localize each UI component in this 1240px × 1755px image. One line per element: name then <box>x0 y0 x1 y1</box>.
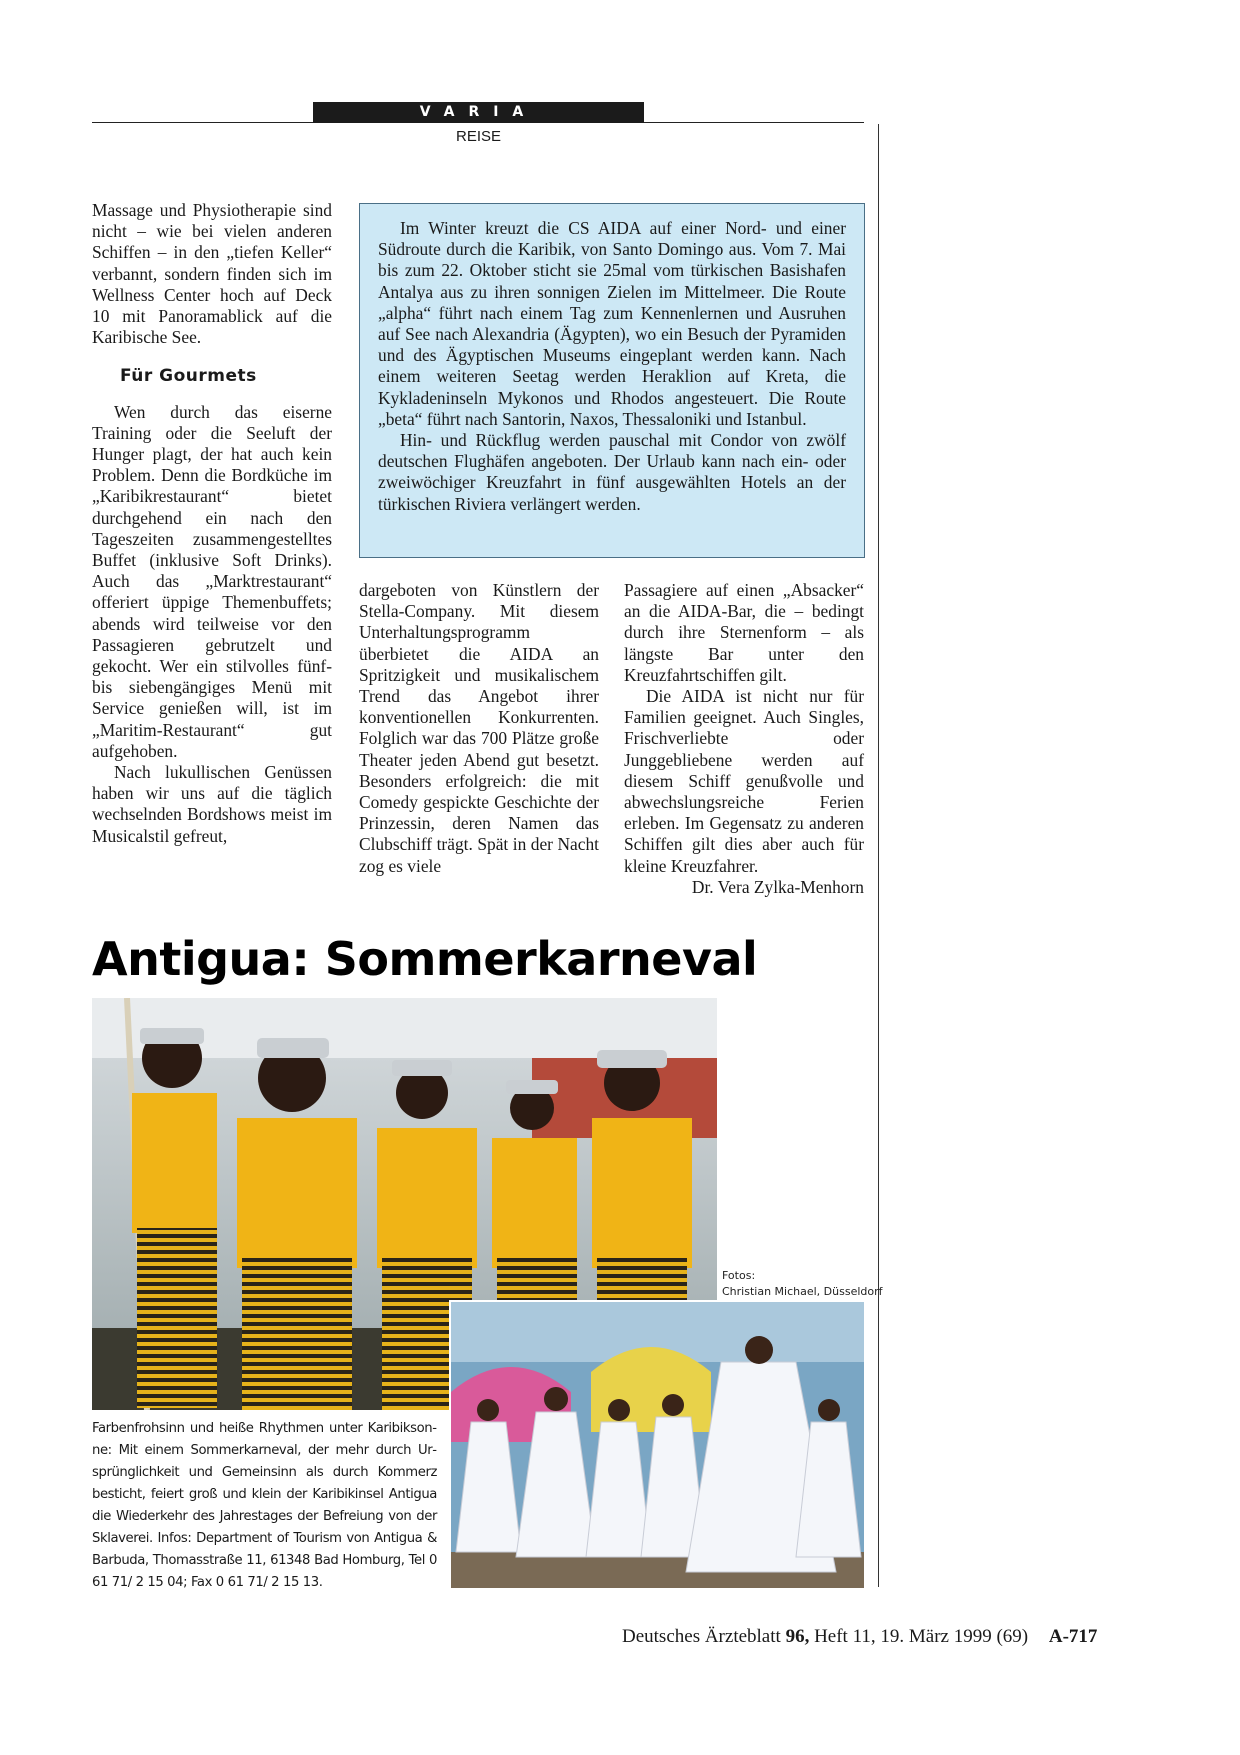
info-paragraph: Im Winter kreuzt die CS AIDA auf einer Nord- und einer Südroute durch die Karibik, von Santo Domingo aus. Vom 7. Mai bis zum 22. Oktober sticht sie 25mal vom türkischen Basishafen Antalya aus zu ihren sonnigen Zielen im Mittelmeer. Die Route „alpha“ führt nach einem Tag zum Kennenlernen und Ausruhen auf See nach Alexandria (Ägypten), wo ein Besuch der Pyramiden und des Ägyptischen Museums eingeplant werden kann. Nach einem weiteren Seetag werden Heraklion auf Kreta, die Kykladeninseln Mykonos und Rhodos angesteuert. Die Route „beta“ führt nach Santorin, Naxos, Thessaloniki und Istanbul. <box>378 218 846 429</box>
photo-caption: Farbenfrohsinn und heiße Rhythmen unter Karibiksonne: Mit einem Sommerkarneval, der mehr durch Ursprünglichkeit und Gemeinsinn als durch Kommerz besticht, feiert groß und klein der Karibikinsel Antigua die Wiederkehr des Jahrestages der Befreiung von der Sklaverei. Infos: Department of Tourism von Antigua & Barbuda, Thomasstraße 11, 61348 Bad Homburg, Tel 0 61 71/ 2 15 04; Fax 0 61 71/ 2 15 13. <box>92 1421 437 1590</box>
subsection-label: REISE <box>455 128 501 145</box>
paragraph: Die AIDA ist nicht nur für Familien geeignet. Auch Singles, Frischverliebte oder Junggebliebene werden auf diesem Schiff genußvolle und abwechslungsreiche Ferien erleben. Im Gegensatz zu anderen Schiffen gilt dies aber auch für kleine Kreuzfahrer. <box>624 686 864 876</box>
column-rule <box>878 124 879 1587</box>
photo-credit-line: Christian Michael, Düsseldorf <box>722 1285 883 1298</box>
paragraph: Massage und Physiotherapie sind nicht – wie bei vielen anderen Schiffen – in den „tiefen Keller“ verbannt, sondern finden sich im Wellness Center hoch auf Deck 10 mit Panoramablick auf die Karibische See. <box>92 200 332 348</box>
photo-credit-line: Fotos: <box>722 1269 756 1282</box>
paragraph: Wen durch das eiserne Training oder die Seeluft der Hunger plagt, der hat auch kein Problem. Denn die Bordküche im „Karibikrestaurant“ bietet durchgehend ein nach den Tageszeiten zusammengestelltes Buffet (inklusive Soft Drinks). Auch das „Marktrestaurant“ offeriert üppige Themenbuffets; abends wird teilweise vor den Passagieren gebrutzelt und gekocht. Wer ein stilvolles fünf- bis siebengängiges Menü mit Service genießen will, ist im „Maritim-Restaurant“ gut aufgehoben. <box>92 401 332 761</box>
photo-credit <box>722 1268 883 1300</box>
section-label: VARIA <box>313 102 644 123</box>
headline: Antigua: Sommerkarneval <box>92 932 758 986</box>
journal-issue: Heft 11, 19. März 1999 (69) <box>814 1626 1029 1647</box>
paragraph: dargeboten von Künstlern der Stella-Company. Mit diesem Unterhaltungsprogramm überbietet die AIDA an Spritzigkeit und musikalischem Trend das Angebot ihrer konventionellen Konkurrenten. Folglich war das 700 Plätze große Theater jeden Abend gut besetzt. Besonders erfolgreich: die mit Comedy gespickte Geschichte der Prinzessin, deren Namen das Clubschiff trägt. Spät in der Nacht zog es viele <box>359 580 599 876</box>
info-paragraph: Hin- und Rückflug werden pauschal mit Condor von zwölf deutschen Flughäfen angeboten. Der Urlaub kann nach ein- oder zweiwöchiger Kreuzfahrt in fünf ausgewählten Hotels an der türkischen Riviera verlängert werden. <box>378 430 846 514</box>
subheading: Für Gourmets <box>120 366 257 387</box>
paragraph: Passagiere auf einen „Absacker“ an die AIDA-Bar, die – bedingt durch ihre Sternenform – als längste Bar unter den Kreuzfahrtschiffen gilt. <box>624 580 864 685</box>
photo-carnival-dancers-white <box>451 1302 864 1588</box>
article-column-middle <box>359 580 599 877</box>
article-column-left <box>92 200 332 847</box>
paragraph: Nach lukullischen Genüssen haben wir uns auf die täglich wechselnden Bordshows meist im Musicalstil gefreut, <box>92 762 332 846</box>
article-column-right <box>624 580 864 898</box>
info-box <box>359 203 865 558</box>
page-footer <box>622 1626 1097 1648</box>
author-signature: Dr. Vera Zylka-Menhorn <box>691 876 864 897</box>
journal-name: Deutsches Ärzteblatt <box>622 1626 781 1647</box>
journal-volume: 96, <box>785 1626 810 1647</box>
page-number: A-717 <box>1048 1626 1098 1647</box>
